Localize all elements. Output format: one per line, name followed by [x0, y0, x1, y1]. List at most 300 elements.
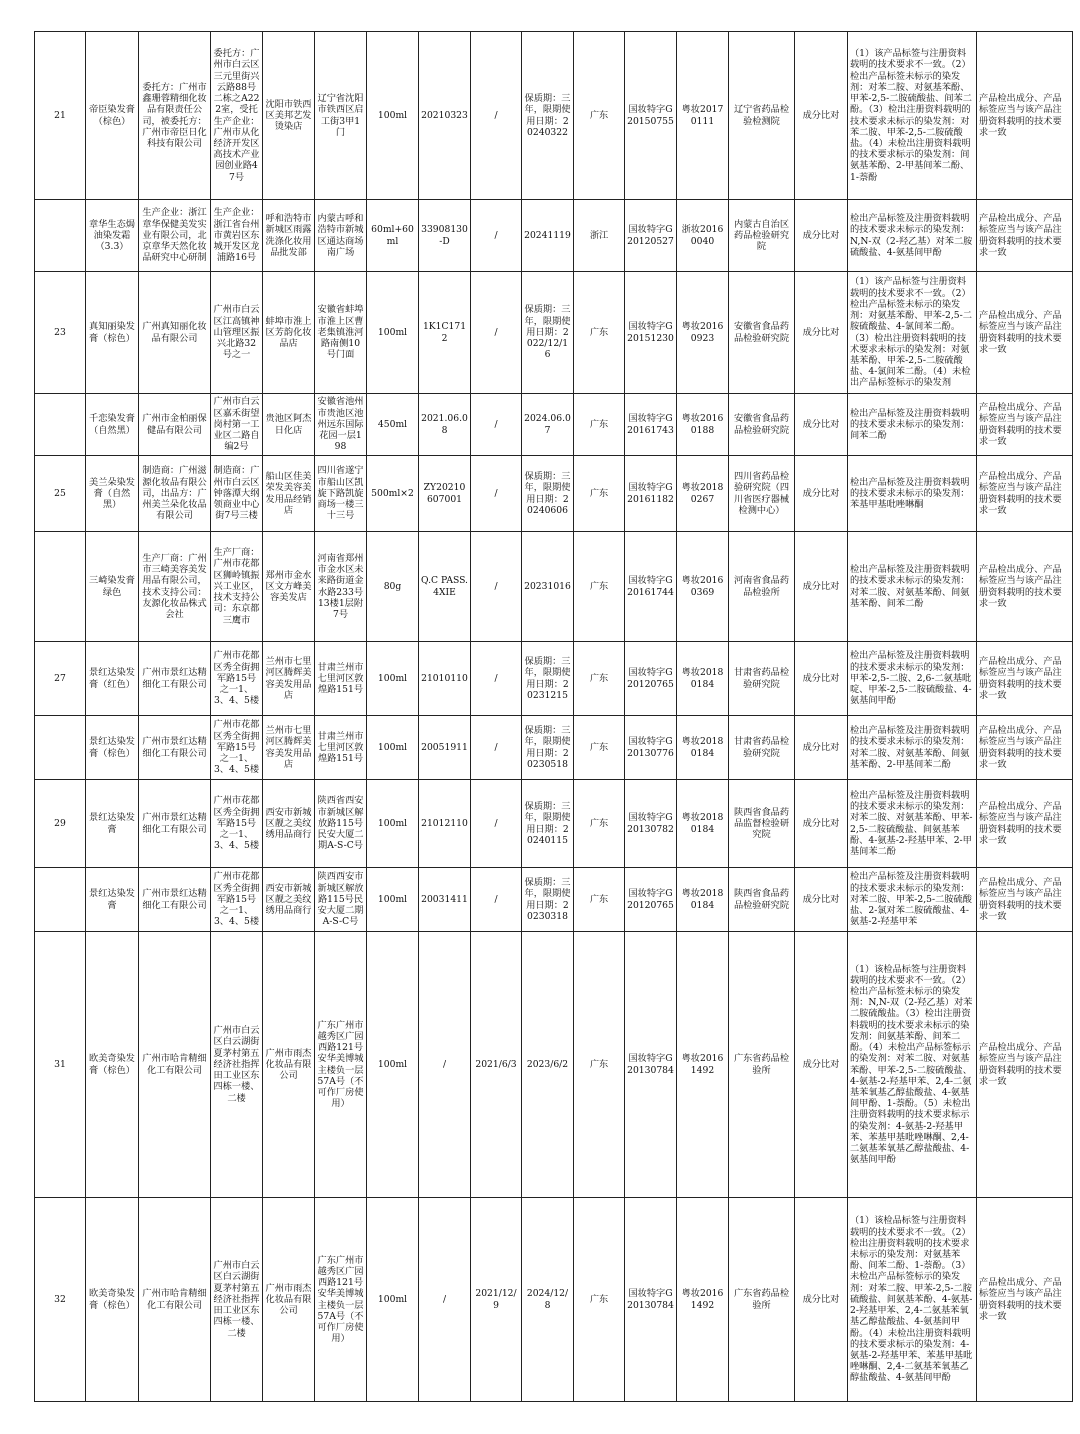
production-date: 2021/6/3	[475, 1058, 517, 1070]
batch-number-cell	[419, 868, 471, 932]
table-body	[35, 32, 1073, 1402]
province: 广东	[589, 580, 609, 592]
license-number: 国妆特字G20161182	[627, 482, 674, 505]
conclusion: 产品检出成分、产品标签应当与该产品注册资料载明的技术要求一致	[979, 801, 1062, 846]
test-item: 成分比对	[802, 326, 840, 338]
expiry-info: 2024/12/8	[526, 1288, 569, 1311]
producer-name-cell	[139, 780, 211, 868]
row-number: 31	[54, 1058, 66, 1070]
seller-name-cell	[263, 532, 315, 642]
producer-address: 生产企业：浙江省台州市黄岩区东城开发区龙浦路16号	[213, 207, 260, 264]
batch-number: 33908130-D	[421, 224, 468, 247]
license-number: 国妆特字G20130784	[627, 1288, 674, 1311]
product-name: 帝臣染发膏（棕色）	[89, 104, 135, 127]
test-result-cell	[848, 642, 977, 716]
testing-agency: 安徽省食品药品检验研究院	[733, 321, 790, 344]
license-number: 国妆特字G20161743	[627, 413, 674, 436]
expiry-info-cell	[522, 780, 574, 868]
row-number-cell	[35, 532, 86, 642]
license-number: 国妆特字G20161744	[627, 575, 674, 598]
producer-name: 广州市金柏丽保健品有限公司	[142, 413, 207, 436]
seller-name-cell	[263, 394, 315, 456]
record-number: 粤妆20180184	[681, 812, 724, 835]
record-number-cell	[677, 394, 729, 456]
conclusion-cell	[977, 200, 1073, 272]
testing-agency-cell	[729, 868, 795, 932]
conclusion-cell	[977, 780, 1073, 868]
producer-name-cell	[139, 394, 211, 456]
province-cell	[574, 716, 625, 780]
test-item: 成分比对	[802, 1058, 840, 1070]
test-item: 成分比对	[802, 893, 840, 905]
record-number: 粤妆20180184	[681, 667, 724, 690]
record-number-cell	[677, 932, 729, 1198]
specification: 100ml	[377, 672, 408, 684]
product-name-cell	[86, 394, 139, 456]
province-cell	[574, 532, 625, 642]
producer-name: 生产企业：浙江章华保健美发实业有限公司，北京章华天然化妆品研究中心研制	[142, 207, 207, 264]
product-name-cell	[86, 780, 139, 868]
production-date-cell	[471, 932, 522, 1198]
seller-address: 甘肃兰州市七里河区敦煌路151号	[317, 661, 364, 696]
conclusion: 产品检出成分、产品标签应当与该产品注册资料载明的技术要求一致	[979, 564, 1062, 609]
seller-address-cell	[315, 456, 367, 532]
expiry-info-cell	[522, 394, 574, 456]
table-row	[35, 716, 1073, 780]
row-number: 32	[54, 1293, 66, 1305]
seller-address-cell	[315, 394, 367, 456]
production-date-cell	[471, 868, 522, 932]
province-cell	[574, 1198, 625, 1402]
conclusion-cell	[977, 32, 1073, 200]
row-number-cell	[35, 642, 86, 716]
seller-name: 西安市新城区靓之美纹绣用品商行	[265, 882, 312, 917]
conclusion-cell	[977, 272, 1073, 394]
table-row	[35, 200, 1073, 272]
test-result: 检出产品标签及注册资料载明的技术要求未标示的染发剂：苯基甲基吡唑啉酮	[850, 476, 970, 511]
seller-address: 河南省郑州市金水区未来路街道金水路233号13楼1层附7号	[317, 552, 364, 620]
testing-agency-cell	[729, 272, 795, 394]
producer-address-cell	[211, 868, 263, 932]
batch-number-cell	[419, 272, 471, 394]
producer-name-cell	[139, 868, 211, 932]
batch-number: 20031411	[421, 893, 468, 905]
license-number-cell	[625, 456, 677, 532]
test-result: （1）该产品标签与注册资料载明的技术要求不一致。（2）检出产品标签未标示的染发剂：对氨基苯酚、甲苯-2,5-二胺硫酸盐、4-氯间苯二酚。（3）检出注册资料载明的技术要求未标示的染发剂：对氨基苯酚、甲苯-2,5-二胺硫酸盐、4-氯间苯二酚。（4）未检出产品标签标示的染发剂	[850, 276, 972, 389]
conclusion-cell	[977, 532, 1073, 642]
production-date-cell	[471, 642, 522, 716]
batch-number-cell	[419, 32, 471, 200]
testing-agency-cell	[729, 32, 795, 200]
producer-address-cell	[211, 200, 263, 272]
test-item-cell	[795, 456, 848, 532]
producer-address: 委托方：广州市白云区三元里街兴云路88号二栋之A222室，受托生产企业：广州市从化经济开发区高技术产业园创业路47号	[213, 48, 260, 183]
batch-number: /	[442, 1293, 447, 1305]
test-item-cell	[795, 200, 848, 272]
expiry-info-cell	[522, 716, 574, 780]
seller-name: 贵池区阿杰日化店	[265, 413, 312, 436]
test-item: 成分比对	[802, 487, 840, 499]
province-cell	[574, 272, 625, 394]
province-cell	[574, 32, 625, 200]
row-number: 27	[54, 672, 66, 684]
batch-number: 1K1C1712	[422, 321, 467, 344]
testing-agency: 甘肃省药品检验研究院	[733, 667, 790, 690]
producer-name-cell	[139, 272, 211, 394]
row-number-cell	[35, 394, 86, 456]
province: 广东	[589, 1058, 609, 1070]
test-result-cell	[848, 780, 977, 868]
expiry-info: 2024.06.07	[524, 413, 571, 436]
specification-cell	[367, 780, 419, 868]
seller-address: 内蒙古呼和浩特市新城区通达商场南广场	[317, 213, 364, 258]
seller-name: 呼和浩特市新城区雨露洗涤化妆用品批发部	[265, 213, 312, 258]
record-number: 粤妆20180267	[681, 482, 724, 505]
testing-agency: 陕西省食品药品检验研究院	[733, 888, 790, 911]
test-item-cell	[795, 532, 848, 642]
province: 广东	[589, 487, 609, 499]
product-name-cell	[86, 642, 139, 716]
product-name: 真知丽染发膏（棕色）	[89, 321, 135, 344]
producer-name: 广州市景红达精细化工有限公司	[142, 888, 207, 911]
seller-name: 兰州市七里河区腾辉美容美发用品店	[265, 725, 312, 770]
province-cell	[574, 200, 625, 272]
specification-cell	[367, 32, 419, 200]
license-number: 国妆特字G20120527	[627, 224, 674, 247]
product-name: 欧美奇染发膏（棕色）	[89, 1053, 135, 1076]
test-result: 检出产品标签及注册资料载明的技术要求未标示的染发剂：对苯二胺、对氨基苯酚、甲苯-2,5-二胺硫酸盐、间氨基苯酚、4-氨基-2-羟基甲苯、2-甲基间苯二酚	[850, 789, 973, 857]
conclusion: 产品检出成分、产品标签应当与该产品注册资料载明的技术要求一致	[979, 471, 1062, 516]
product-name-cell	[86, 1198, 139, 1402]
testing-agency-cell	[729, 200, 795, 272]
specification: 100ml	[377, 1293, 408, 1305]
test-item: 成分比对	[802, 580, 840, 592]
production-date: /	[494, 893, 498, 905]
production-date: /	[494, 672, 498, 684]
table-row	[35, 394, 1073, 456]
conclusion-cell	[977, 394, 1073, 456]
license-number-cell	[625, 532, 677, 642]
row-number-cell	[35, 868, 86, 932]
row-number: 25	[54, 487, 66, 499]
product-name: 美兰朵染发膏（自然黑）	[89, 476, 135, 511]
conclusion: 产品检出成分、产品标签应当与该产品注册资料载明的技术要求一致	[979, 310, 1062, 355]
producer-name-cell	[139, 716, 211, 780]
seller-address: 辽宁省沈阳市铁西区启工街3甲1门	[317, 93, 364, 138]
record-number-cell	[677, 642, 729, 716]
producer-name: 制造商：广州滋源化妆品有限公司，出品方：广州美兰朵化妆品有限公司	[142, 465, 207, 522]
license-number: 国妆特字G20151230	[627, 321, 674, 344]
testing-agency: 广东省药品检验所	[733, 1288, 790, 1311]
seller-name-cell	[263, 32, 315, 200]
production-date-cell	[471, 32, 522, 200]
record-number: 粤妆20180184	[681, 888, 724, 911]
table-row	[35, 456, 1073, 532]
table-row	[35, 532, 1073, 642]
seller-address-cell	[315, 642, 367, 716]
producer-address: 广州市花都区秀全街拥军路15号之一1、3、4、5楼	[213, 871, 260, 928]
producer-address: 广州市白云区白云湖街夏茅村第五经济社指挥田工业区东四栋一楼、二楼	[213, 1260, 260, 1339]
expiry-info-cell	[522, 868, 574, 932]
province: 广东	[589, 109, 609, 121]
product-name-cell	[86, 32, 139, 200]
record-number-cell	[677, 272, 729, 394]
product-name: 千恋染发膏（自然黑）	[89, 413, 135, 436]
specification: 100ml	[377, 741, 408, 753]
license-number-cell	[625, 394, 677, 456]
license-number-cell	[625, 200, 677, 272]
expiry-info: 保质期：三年，限期使用日期：20240606	[524, 471, 571, 516]
province: 广东	[589, 817, 609, 829]
test-item-cell	[795, 1198, 848, 1402]
conclusion-cell	[977, 868, 1073, 932]
seller-address: 安徽省蚌埠市淮上区曹老集镇淮河路南侧10号门面	[317, 304, 364, 361]
seller-name: 沈阳市铁西区美邦艺发烫染店	[265, 98, 312, 133]
conclusion: 产品检出成分、产品标签应当与该产品注册资料载明的技术要求一致	[979, 656, 1062, 701]
producer-name: 广州市哈肯精细化工有限公司	[142, 1288, 207, 1311]
seller-address-cell	[315, 716, 367, 780]
test-result-cell	[848, 456, 977, 532]
license-number-cell	[625, 642, 677, 716]
producer-address: 生产厂商：广州市花都区狮岭镇振兴工业区，技术支持公司：东京都三鹰市	[213, 547, 260, 626]
conclusion-cell	[977, 1198, 1073, 1402]
specification-cell	[367, 932, 419, 1198]
test-result-cell	[848, 32, 977, 200]
test-item-cell	[795, 780, 848, 868]
license-number: 国妆特字G20150755	[627, 104, 674, 127]
producer-address-cell	[211, 532, 263, 642]
license-number-cell	[625, 780, 677, 868]
product-name: 景红达染发膏（棕色）	[89, 736, 135, 759]
producer-address-cell	[211, 932, 263, 1198]
seller-name-cell	[263, 1198, 315, 1402]
batch-number: 20210323	[421, 109, 468, 121]
expiry-info-cell	[522, 32, 574, 200]
test-item-cell	[795, 642, 848, 716]
batch-number: 21012110	[421, 817, 468, 829]
batch-number-cell	[419, 532, 471, 642]
test-item-cell	[795, 716, 848, 780]
producer-address-cell	[211, 456, 263, 532]
test-result: 检出产品标签及注册资料载明的技术要求未标示的染发剂：对苯二胺、甲苯-2,5-二胺硫酸盐、2-氯对苯二胺硫酸盐、4-氨基-2-羟基甲苯	[850, 871, 972, 928]
batch-number: 20051911	[421, 741, 468, 753]
test-result-cell	[848, 394, 977, 456]
batch-number-cell	[419, 394, 471, 456]
product-name-cell	[86, 532, 139, 642]
testing-agency-cell	[729, 394, 795, 456]
batch-number-cell	[419, 1198, 471, 1402]
record-number-cell	[677, 456, 729, 532]
seller-name-cell	[263, 716, 315, 780]
province: 广东	[589, 672, 609, 684]
record-number-cell	[677, 716, 729, 780]
product-name: 三崎染发膏绿色	[89, 575, 135, 598]
producer-address-cell	[211, 716, 263, 780]
province-cell	[574, 932, 625, 1198]
producer-address: 广州市白云区嘉禾街望岗村第一工业区二路自编2号	[213, 396, 260, 453]
record-number-cell	[677, 868, 729, 932]
product-name-cell	[86, 868, 139, 932]
row-number-cell	[35, 932, 86, 1198]
product-name: 景红达染发膏（红色）	[89, 667, 135, 690]
production-date-cell	[471, 1198, 522, 1402]
conclusion: 产品检出成分、产品标签应当与该产品注册资料载明的技术要求一致	[979, 1042, 1062, 1087]
expiry-info: 20241119	[524, 229, 571, 241]
test-result-cell	[848, 1198, 977, 1402]
producer-name-cell	[139, 32, 211, 200]
conclusion-cell	[977, 642, 1073, 716]
record-number: 粤妆20160188	[681, 413, 724, 436]
specification-cell	[367, 642, 419, 716]
expiry-info: 20231016	[524, 580, 571, 592]
producer-name: 广州市景红达精细化工有限公司	[142, 736, 207, 759]
record-number: 粤妆20160369	[681, 575, 724, 598]
test-item: 成分比对	[802, 672, 840, 684]
record-number-cell	[677, 532, 729, 642]
expiry-info: 2023/6/2	[526, 1058, 569, 1070]
test-result-cell	[848, 868, 977, 932]
expiry-info-cell	[522, 932, 574, 1198]
testing-agency-cell	[729, 932, 795, 1198]
row-number-cell	[35, 272, 86, 394]
specification-cell	[367, 272, 419, 394]
seller-address-cell	[315, 200, 367, 272]
row-number-cell	[35, 200, 86, 272]
producer-name-cell	[139, 642, 211, 716]
producer-address: 广州市花都区秀全街拥军路15号之一1、3、4、5楼	[213, 650, 260, 707]
test-result-cell	[848, 200, 977, 272]
table-row	[35, 932, 1073, 1198]
production-date: /	[494, 580, 498, 592]
production-date-cell	[471, 780, 522, 868]
producer-name: 广州市哈肯精细化工有限公司	[142, 1053, 207, 1076]
producer-name-cell	[139, 532, 211, 642]
producer-name: 广州真知丽化妆品有限公司	[142, 321, 207, 344]
production-date: 2021/12/9	[475, 1288, 517, 1311]
testing-agency-cell	[729, 642, 795, 716]
table-row	[35, 32, 1073, 200]
seller-name: 船山区佳美荣发美容美发用品经销店	[265, 471, 312, 516]
product-name: 景红达染发膏	[89, 888, 135, 911]
record-number: 粤妆20161492	[681, 1053, 724, 1076]
seller-address: 陕西省西安市新城区解放路115号民安大厦二期A-S-C号	[317, 795, 364, 852]
product-name-cell	[86, 200, 139, 272]
expiry-info: 保质期：三年，限期使用日期：20230518	[524, 725, 571, 770]
record-number: 粤妆20160923	[681, 321, 724, 344]
seller-name-cell	[263, 868, 315, 932]
product-name: 景红达染发膏	[89, 812, 135, 835]
license-number-cell	[625, 272, 677, 394]
producer-name: 委托方：广州市鑫珊蓉精细化妆品有限责任公司，被委托方：广州市帝臣日化科技有限公司	[142, 81, 207, 149]
production-date: /	[494, 418, 498, 430]
production-date-cell	[471, 456, 522, 532]
test-item: 成分比对	[802, 817, 840, 829]
province-cell	[574, 642, 625, 716]
production-date-cell	[471, 394, 522, 456]
specification-cell	[367, 532, 419, 642]
province-cell	[574, 456, 625, 532]
specification: 100ml	[377, 817, 408, 829]
producer-name: 广州市景红达精细化工有限公司	[142, 812, 207, 835]
expiry-info-cell	[522, 532, 574, 642]
expiry-info: 保质期：三年，限期使用日期：20231215	[524, 656, 571, 701]
production-date-cell	[471, 716, 522, 780]
conclusion-cell	[977, 932, 1073, 1198]
test-item: 成分比对	[802, 109, 840, 121]
license-number-cell	[625, 716, 677, 780]
record-number: 粤妆20161492	[681, 1288, 724, 1311]
production-date: /	[494, 741, 498, 753]
conclusion-cell	[977, 456, 1073, 532]
testing-agency-cell	[729, 532, 795, 642]
specification-cell	[367, 716, 419, 780]
province: 广东	[589, 741, 609, 753]
seller-address-cell	[315, 932, 367, 1198]
specification: 80g	[383, 580, 402, 592]
expiry-info-cell	[522, 200, 574, 272]
record-number: 粤妆20180184	[681, 736, 724, 759]
testing-agency: 广东省药品检验所	[733, 1053, 790, 1076]
seller-address-cell	[315, 272, 367, 394]
test-item-cell	[795, 932, 848, 1198]
conclusion-cell	[977, 716, 1073, 780]
province-cell	[574, 780, 625, 868]
test-result: 检出产品标签及注册资料载明的技术要求未标示的染发剂：对苯二胺、对氨基苯酚、间氨基苯酚、2-甲基间苯二酚	[850, 725, 970, 770]
production-date: /	[494, 817, 498, 829]
row-number: 29	[54, 817, 66, 829]
seller-name: 西安市新城区靓之美纹绣用品商行	[265, 806, 312, 841]
expiry-info: 保质期：三年，限期使用日期：20240322	[524, 93, 571, 138]
seller-address: 四川省遂宁市船山区凯旋下路凯旋商场一楼三十三号	[317, 465, 364, 522]
record-number-cell	[677, 780, 729, 868]
test-item-cell	[795, 272, 848, 394]
test-result-cell	[848, 272, 977, 394]
producer-address: 制造商：广州市白云区钟落潭大纲领商业中心街7号三楼	[213, 465, 260, 522]
producer-name-cell	[139, 456, 211, 532]
production-date-cell	[471, 272, 522, 394]
specification-cell	[367, 456, 419, 532]
expiry-info-cell	[522, 272, 574, 394]
test-item-cell	[795, 868, 848, 932]
producer-address: 广州市花都区秀全街拥军路15号之一1、3、4、5楼	[213, 719, 260, 776]
table-row	[35, 1198, 1073, 1402]
testing-agency: 四川省药品检验研究院（四川省医疗器械检测中心）	[733, 471, 790, 516]
record-number: 浙妆20160040	[681, 224, 724, 247]
license-number: 国妆特字G20120765	[627, 888, 674, 911]
testing-agency: 安徽省食品药品检验研究院	[733, 413, 790, 436]
testing-agency: 甘肃省药品检验研究院	[733, 736, 790, 759]
province: 浙江	[589, 229, 609, 241]
seller-address: 广东广州市越秀区广园西路121号安华美博城主楼负一层57A号（不可作厂房使用）	[317, 1254, 364, 1345]
batch-number-cell	[419, 716, 471, 780]
producer-address-cell	[211, 780, 263, 868]
producer-address: 广州市白云区白云湖街夏茅村第五经济社指挥田工业区东四栋一楼、二楼	[213, 1025, 260, 1104]
product-name: 章华生态焗油染发霜（3.3）	[89, 218, 135, 253]
conclusion: 产品检出成分、产品标签应当与该产品注册资料载明的技术要求一致	[979, 213, 1062, 258]
testing-agency: 陕西省食品药品监督检验研究院	[733, 806, 790, 841]
row-number: 23	[54, 326, 66, 338]
seller-address-cell	[315, 780, 367, 868]
row-number-cell	[35, 780, 86, 868]
product-name-cell	[86, 716, 139, 780]
table-row	[35, 780, 1073, 868]
seller-name: 郑州市金水区文方峰美容美发店	[265, 569, 312, 604]
batch-number: 21010110	[421, 672, 468, 684]
specification: 100ml	[377, 109, 408, 121]
test-result: 检出产品标签及注册资料载明的技术要求未标示的染发剂：对苯二胺、对氨基苯酚、间氨基苯酚、间苯二酚	[850, 564, 970, 609]
producer-name: 广州市景红达精细化工有限公司	[142, 667, 207, 690]
expiry-info: 保质期：三年，限期使用日期：2022/12/16	[524, 304, 571, 361]
